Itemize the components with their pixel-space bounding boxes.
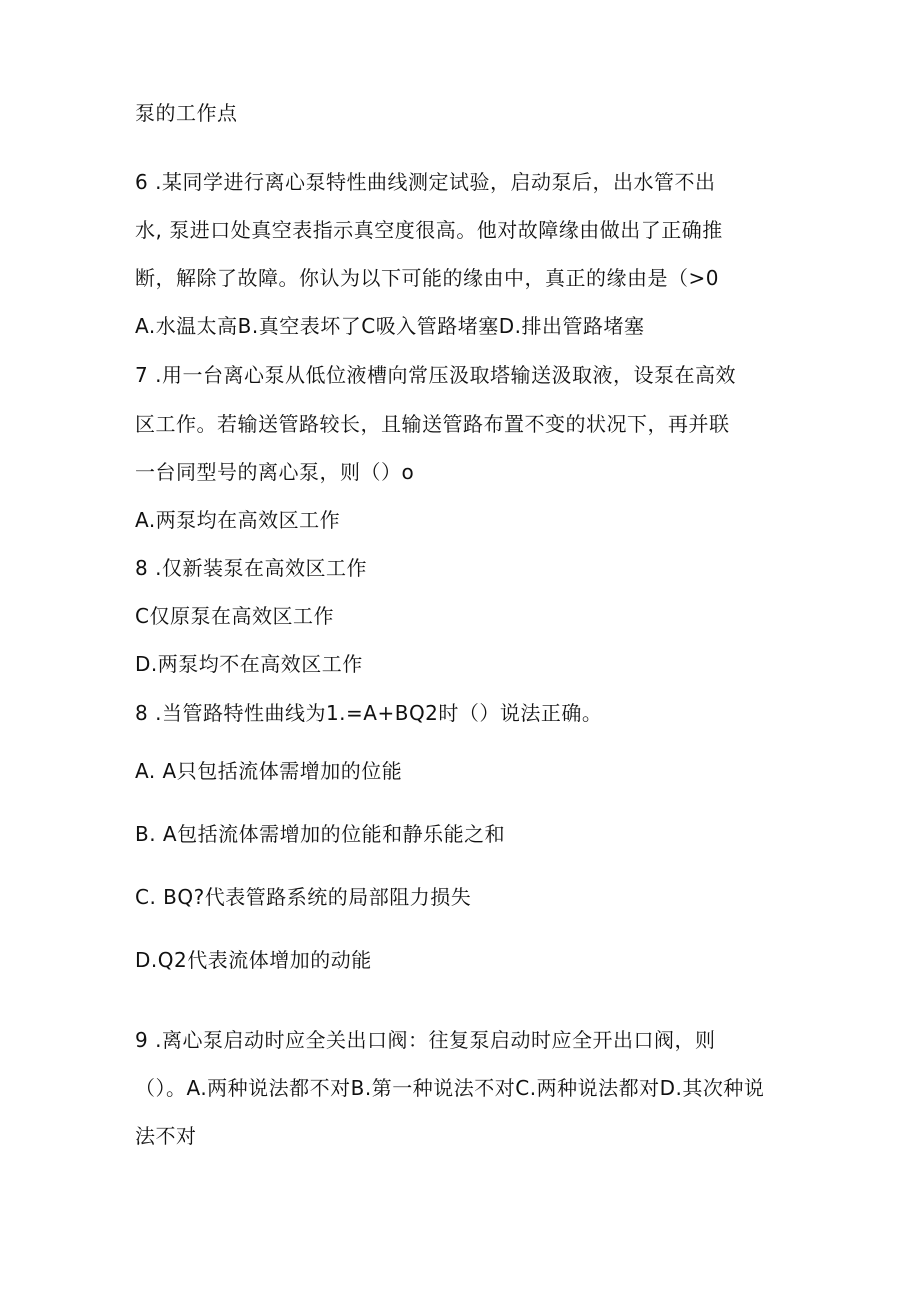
question-7-option-c: C仅原泵在高效区工作 (135, 604, 334, 628)
question-9-line-2: （）。A.两种说法都不对B.第一种说法不对C.两种说法都对D.其次种说 (135, 1076, 765, 1100)
question-7-line-3: 一台同型号的离心泵，则（）o (135, 460, 415, 484)
question-8-option-b: B. A包括流体需增加的位能和静乐能之和 (135, 822, 506, 846)
question-6-line-2: 水, 泵进口处真空表指示真空度很高。他对故障缘由做出了正确推 (135, 218, 723, 242)
question-7-line-1: 7 .用一台离心泵从低位液槽向常压汲取塔输送汲取液，设泵在高效 (135, 363, 736, 387)
question-8-option-c: C. BQ?代表管路系统的局部阻力损失 (135, 885, 472, 909)
question-9-line-3: 法不对 (135, 1124, 197, 1148)
question-7-option-d: D.两泵均不在高效区工作 (135, 652, 363, 676)
question-8-stem: 8 .当管路特性曲线为1.=A+BQ2时（）说法正确。 (135, 701, 603, 725)
question-6-options: A.水温太高B.真空表坏了C吸入管路堵塞D.排出管路堵塞 (135, 314, 645, 338)
question-6-line-1: 6 .某同学进行离心泵特性曲线测定试验，启动泵后，出水管不出 (135, 170, 716, 194)
text-line-section-heading: 泵的工作点 (135, 101, 238, 125)
question-6-line-3: 断，解除了故障。你认为以下可能的缘由中，真正的缘由是（>0 (135, 266, 719, 290)
question-7-option-a: A.两泵均在高效区工作 (135, 508, 341, 532)
question-7-option-b: 8 .仅新装泵在高效区工作 (135, 556, 367, 580)
question-8-option-d: D.Q2代表流体增加的动能 (135, 948, 372, 972)
question-8-option-a: A. A只包括流体需增加的位能 (135, 759, 403, 783)
question-7-line-2: 区工作。若输送管路较长，且输送管路布置不变的状况下，再并联 (135, 412, 730, 436)
question-9-line-1: 9 .离心泵启动时应全关出口阀：往复泵启动时应全开出口阀，则 (135, 1028, 716, 1052)
